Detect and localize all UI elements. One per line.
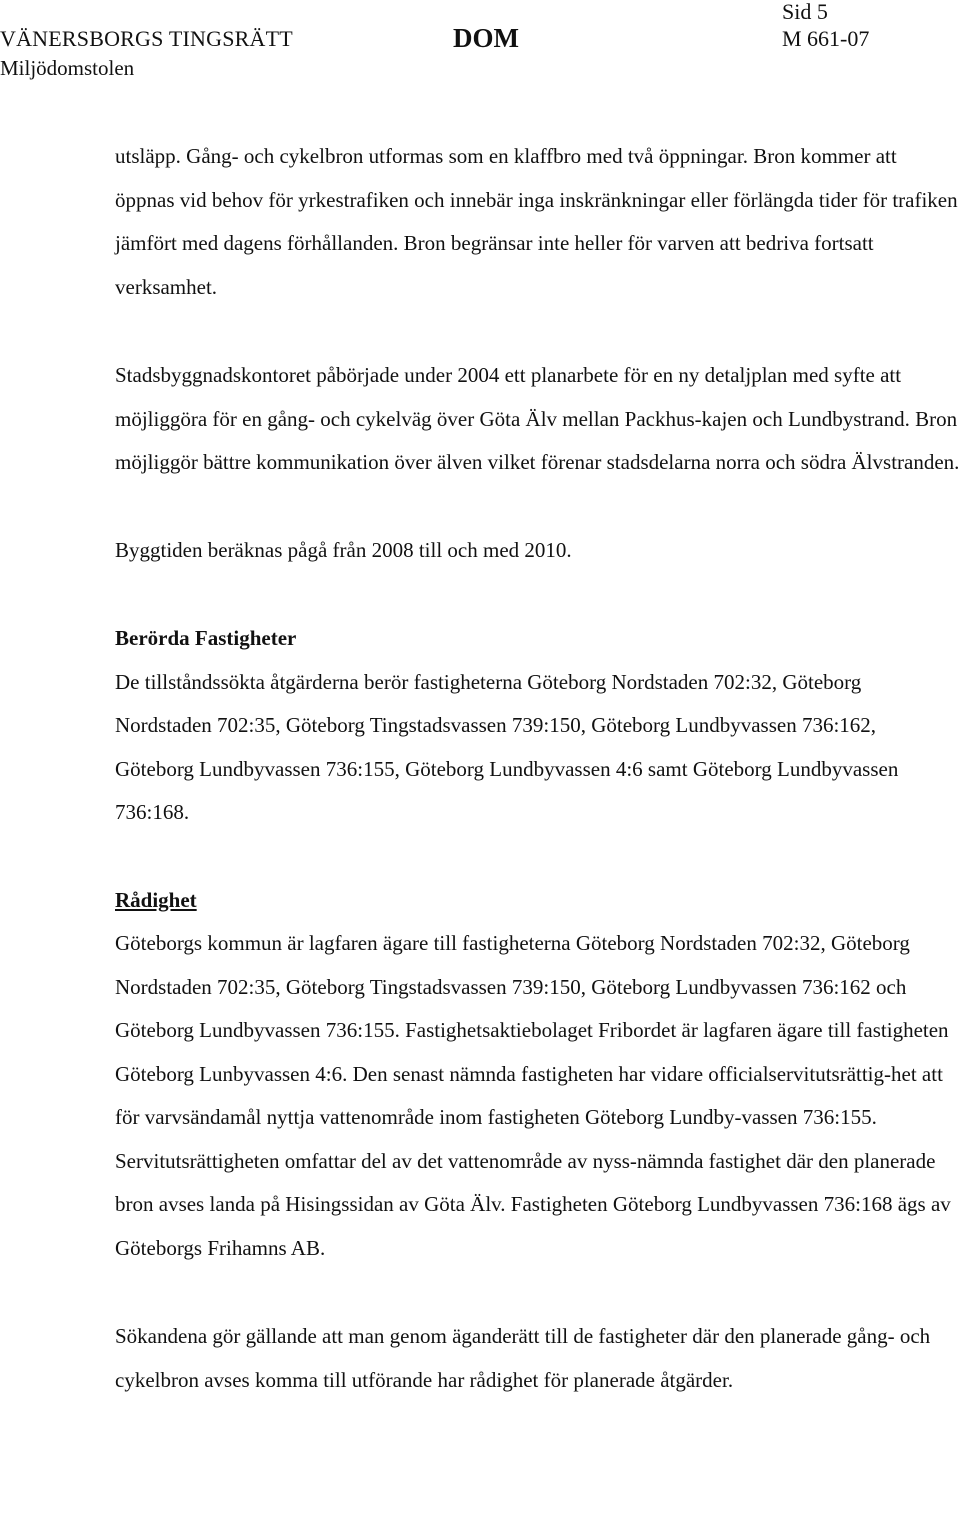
paragraph-planning: Stadsbyggnadskontoret påbörjade under 2004 ett planarbete för en ny detaljplan med syfte att möjliggöra för en gång- och cykelväg över Göta Älv mellan Packhus-kajen och Lundbystrand. Bron möjliggör bättre kommunikation över älven vilket förenar stadsdelarna norra och södra Älvstranden. — [115, 363, 960, 474]
paragraph-bridge-design: utsläpp. Gång- och cykelbron utformas som en klaffbro med två öppningar. Bron kommer att öppnas vid behov för yrkestrafiken och innebär inga inskränkningar eller förlängda tider för trafiken jämfört med dagens förhållanden. Bron begränsar inte heller för varven att bedriva fortsatt verksamhet. — [115, 144, 958, 299]
document-type: DOM — [453, 23, 519, 53]
heading-radighet: Rådighet — [115, 887, 197, 912]
paragraph-construction-time: Byggtiden beräknas pågå från 2008 till och med 2010. — [115, 537, 572, 562]
paragraph-affected-properties: De tillståndssökta åtgärderna berör fastigheterna Göteborg Nordstaden 702:32, Göteborg Nordstaden 702:35, Göteborg Tingstadsvassen 739:150, Göteborg Lundbyvassen 736:162, Göteborg Lundbyvassen 736:155, Göteborg Lundbyvassen 4:6 samt Göteborg Lundbyvassen 736:168. — [115, 669, 899, 824]
heading-affected-properties: Berörda Fastigheter — [115, 626, 297, 650]
paragraph-ownership: Göteborgs kommun är lagfaren ägare till fastigheterna Göteborg Nordstaden 702:32, Göteborg Nordstaden 702:35, Göteborg Tingstadsvassen 739:150, Göteborg Lundbyvassen 736:162 och Göteborg Lundbyvassen 736:155. Fastighetsaktiebolaget Fribordet är lagfaren ägare till fastigheten Göteborg Lunbyvassen 4:6. Den senast nämnda fastigheten har vidare officialservitutsrättig-het att för varvsändamål nyttja vattenområde inom fastigheten Göteborg Lundby-vassen 736:155. Servitutsrättigheten omfattar del av det vattenområde av nyss-nämnda fastighet där den planerade bron avses landa på Hisingssidan av Göta Älv. Fastigheten Göteborg Lundbyvassen 736:168 ägs av Göteborgs Frihamns AB. — [115, 931, 951, 1260]
court-name: VÄNERSBORGS TINGSRÄTT — [0, 26, 293, 51]
paragraph-applicants-claim: Sökandena gör gällande att man genom äganderätt till de fastigheter där den planerade gång- och cykelbron avses komma till utförande har rådighet för planerade åtgärder. — [115, 1324, 931, 1392]
court-department: Miljödomstolen — [0, 56, 135, 80]
case-number: M 661-07 — [782, 26, 870, 51]
page-number: Sid 5 — [782, 0, 828, 24]
document-body — [115, 135, 960, 1402]
